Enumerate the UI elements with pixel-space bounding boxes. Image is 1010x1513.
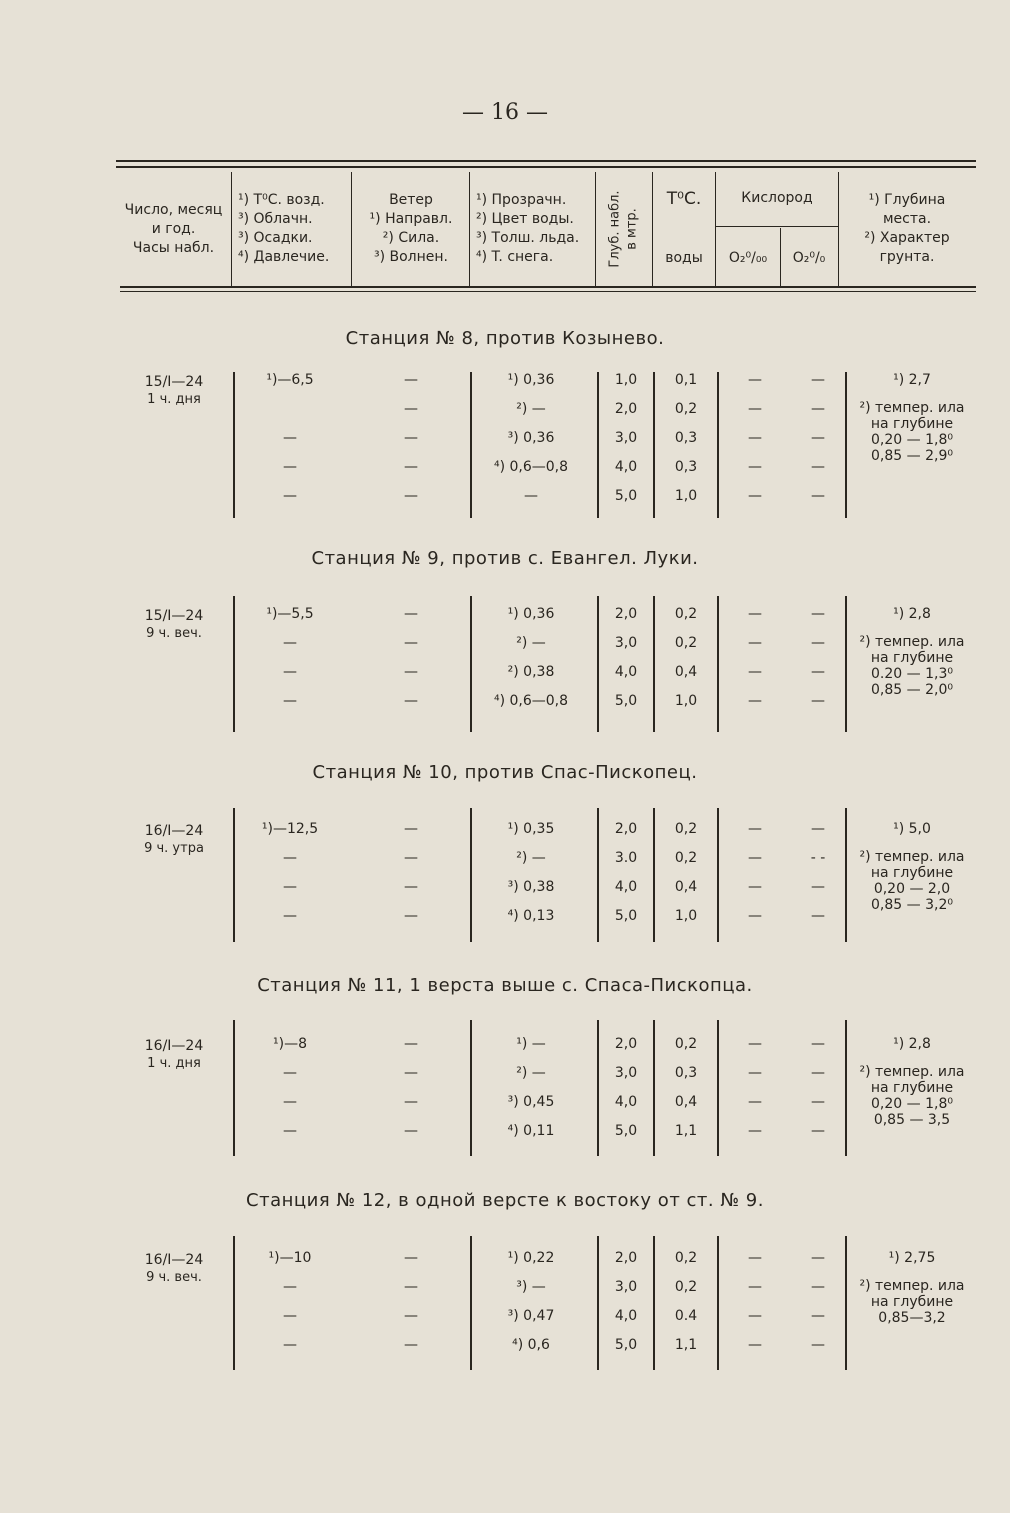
table-cell: —: [811, 1065, 825, 1081]
table-cell: —: [811, 430, 825, 446]
table-cell: ⁴) 0,6—0,8: [493, 693, 569, 709]
table-cell: ⁴) 0,13: [507, 908, 555, 924]
table-cell: —: [748, 635, 762, 651]
ground-note: ¹) 2,8: [893, 1036, 931, 1052]
column-divider: [845, 596, 847, 732]
table-cell: 0,4: [674, 1094, 698, 1110]
column-divider: [845, 808, 847, 942]
station-date: 15/I—24: [144, 608, 204, 624]
table-cell: —: [404, 1065, 418, 1081]
table-cell: 0,2: [674, 1036, 698, 1052]
table-cell: —: [748, 879, 762, 895]
table-cell: 0,3: [674, 1065, 698, 1081]
column-divider: [845, 372, 847, 518]
table-cell: —: [404, 821, 418, 837]
column-divider: [717, 1236, 719, 1370]
table-cell: 0,3: [674, 430, 698, 446]
header-text: Часы набл.: [132, 239, 215, 256]
table-cell: 5,0: [614, 488, 638, 504]
header-text: ³) Осадки.: [238, 230, 313, 246]
table-cell: —: [283, 693, 297, 709]
table-cell: —: [811, 488, 825, 504]
table-cell: ³) 0,38: [507, 879, 555, 895]
table-cell: —: [811, 372, 825, 388]
table-cell: 0,2: [674, 1250, 698, 1266]
station-date: 16/I—24: [144, 1252, 204, 1268]
table-cell: ⁴) 0,6: [512, 1337, 550, 1353]
ground-note: 0,20 — 1,8⁰: [871, 1096, 953, 1112]
station-title: Станция № 9, против с. Евангел. Луки.: [311, 548, 699, 569]
table-cell: —: [404, 635, 418, 651]
ground-note: на глубине: [870, 1080, 954, 1096]
table-cell: ¹)—10: [268, 1250, 312, 1266]
header-depth-rotated: [607, 190, 641, 267]
table-cell: ¹) 0,35: [507, 821, 555, 837]
header-text: ³) Облачн.: [238, 211, 313, 227]
table-cell: —: [748, 430, 762, 446]
table-cell: ¹)—12,5: [261, 821, 319, 837]
header-text: ¹) T⁰C. возд.: [238, 192, 325, 208]
table-cell: —: [748, 606, 762, 622]
ground-note: ¹) 5,0: [893, 821, 931, 837]
station-title: Станция № 8, против Козынево.: [345, 328, 665, 349]
table-cell: —: [404, 488, 418, 504]
ground-note: ²) темпер. ила: [859, 849, 965, 865]
table-cell: —: [283, 488, 297, 504]
table-cell: ¹)—5,5: [266, 606, 314, 622]
table-cell: —: [283, 1094, 297, 1110]
table-cell: —: [811, 1279, 825, 1295]
header-wind-col: [352, 170, 470, 288]
column-divider: [470, 1020, 472, 1156]
table-cell: 0,2: [674, 635, 698, 651]
ground-note: 0.20 — 1,3⁰: [871, 666, 953, 682]
header-text: и год.: [151, 220, 196, 237]
column-divider: [470, 808, 472, 942]
table-cell: —: [748, 693, 762, 709]
header-text: ²) Цвет воды.: [476, 211, 574, 227]
table-cell: —: [283, 1279, 297, 1295]
table-cell: —: [283, 430, 297, 446]
table-cell: ¹) 0,36: [507, 606, 555, 622]
column-divider: [717, 372, 719, 518]
table-cell: ³) 0,47: [507, 1308, 555, 1324]
page-number: — 16 —: [462, 100, 548, 125]
column-divider: [233, 1020, 235, 1156]
table-cell: —: [524, 488, 538, 504]
table-cell: 0,3: [674, 459, 698, 475]
table-cell: —: [404, 664, 418, 680]
table-cell: 1,1: [674, 1337, 698, 1353]
table-cell: —: [811, 821, 825, 837]
table-cell: 1,0: [674, 693, 698, 709]
column-divider: [470, 1236, 472, 1370]
station-date: 16/I—24: [144, 823, 204, 839]
table-cell: - -: [810, 850, 826, 866]
table-cell: —: [404, 693, 418, 709]
table-cell: —: [283, 459, 297, 475]
table-cell: 0.4: [674, 1308, 698, 1324]
header-top-rule-2: [116, 166, 976, 168]
header-text: ³) Толш. льда.: [476, 230, 580, 246]
table-cell: ³) —: [516, 1279, 546, 1295]
table-cell: —: [811, 1123, 825, 1139]
table-cell: —: [811, 1094, 825, 1110]
table-cell: ²) —: [516, 401, 546, 417]
table-cell: —: [404, 1337, 418, 1353]
header-text: ²) Характер: [864, 230, 950, 246]
ground-note: 0,85 — 3,2⁰: [871, 897, 953, 913]
table-cell: 0,2: [674, 606, 698, 622]
table-cell: —: [283, 1123, 297, 1139]
table-cell: —: [811, 1250, 825, 1266]
table-cell: —: [811, 879, 825, 895]
header-oxygen-col: [716, 170, 838, 226]
ground-note: 0,85 — 3,5: [873, 1112, 951, 1128]
station-title: Станция № 12, в одной версте к востоку от ст. № 9.: [246, 1190, 764, 1211]
ground-note: на глубине: [870, 865, 954, 881]
table-cell: —: [748, 459, 762, 475]
table-cell: —: [283, 1308, 297, 1324]
table-cell: —: [748, 1065, 762, 1081]
table-cell: —: [404, 1123, 418, 1139]
column-divider: [470, 372, 472, 518]
table-cell: 0,1: [674, 372, 698, 388]
header-bottom-rule-2: [120, 291, 976, 292]
header-text: ³) Волнен.: [373, 249, 448, 265]
table-cell: 3,0: [614, 1065, 638, 1081]
column-divider: [597, 1236, 599, 1370]
ground-note: 0,85—3,2: [878, 1310, 946, 1326]
table-cell: —: [283, 879, 297, 895]
header-text: ¹) Глубина: [868, 192, 946, 208]
ground-note: 0,20 — 2,0: [873, 881, 951, 897]
table-cell: —: [404, 372, 418, 388]
header-text: Глуб. набл.: [608, 190, 624, 268]
ground-note: ²) темпер. ила: [859, 1064, 965, 1080]
table-cell: 1,0: [674, 908, 698, 924]
table-cell: —: [404, 430, 418, 446]
table-cell: —: [811, 1337, 825, 1353]
header-text: в мтр.: [625, 208, 641, 250]
ground-note: на глубине: [870, 650, 954, 666]
header-text: места.: [882, 211, 932, 227]
column-divider: [233, 808, 235, 942]
table-cell: —: [811, 664, 825, 680]
table-cell: ¹) 0,36: [507, 372, 555, 388]
header-water-col: [470, 170, 596, 288]
table-cell: —: [748, 1337, 762, 1353]
header-text: ¹) Прозрачн.: [476, 192, 567, 208]
table-cell: —: [404, 1250, 418, 1266]
station-date: 16/I—24: [144, 1038, 204, 1054]
table-cell: —: [748, 1250, 762, 1266]
table-cell: ²) 0,38: [507, 664, 555, 680]
column-divider: [717, 596, 719, 732]
header-text: Число, месяц: [124, 201, 223, 218]
table-cell: 4,0: [614, 879, 638, 895]
station-time: 9 ч. веч.: [146, 1270, 202, 1285]
table-cell: —: [283, 1065, 297, 1081]
table-cell: ³) 0,45: [507, 1094, 555, 1110]
table-cell: 3,0: [614, 635, 638, 651]
header-text: ⁴) Давлечие.: [238, 249, 330, 265]
table-cell: —: [811, 459, 825, 475]
table-cell: —: [811, 635, 825, 651]
header-ground-col: [838, 170, 976, 288]
table-cell: —: [283, 664, 297, 680]
header-depth-col: [596, 170, 652, 288]
table-cell: 2,0: [614, 1250, 638, 1266]
ground-note: 0,85 — 2,0⁰: [871, 682, 953, 698]
table-cell: —: [283, 908, 297, 924]
table-cell: —: [748, 1123, 762, 1139]
column-divider: [653, 808, 655, 942]
column-divider: [470, 596, 472, 732]
station-time: 9 ч. веч.: [146, 626, 202, 641]
station-time: 1 ч. дня: [147, 392, 201, 407]
column-divider: [597, 1020, 599, 1156]
column-divider: [717, 808, 719, 942]
table-header: [116, 170, 976, 288]
header-text: O₂⁰/₀₀: [728, 249, 768, 266]
table-cell: —: [404, 1094, 418, 1110]
ground-note: ²) темпер. ила: [859, 634, 965, 650]
table-cell: 0,4: [674, 879, 698, 895]
table-cell: 0,2: [674, 1279, 698, 1295]
table-cell: —: [404, 1036, 418, 1052]
table-cell: ³) 0,36: [507, 430, 555, 446]
station-time: 9 ч. утра: [144, 841, 204, 856]
header-text: T⁰C.: [666, 189, 702, 209]
table-cell: ¹)—6,5: [266, 372, 314, 388]
table-cell: —: [404, 850, 418, 866]
table-cell: —: [404, 1279, 418, 1295]
table-cell: 1,0: [614, 372, 638, 388]
column-divider: [653, 1236, 655, 1370]
station-date: 15/I—24: [144, 374, 204, 390]
table-cell: ²) —: [516, 850, 546, 866]
header-text: ⁴) T. снега.: [476, 249, 554, 265]
table-cell: ¹) —: [516, 1036, 546, 1052]
table-cell: —: [283, 635, 297, 651]
table-cell: —: [404, 879, 418, 895]
table-cell: —: [748, 1308, 762, 1324]
table-cell: —: [748, 821, 762, 837]
table-cell: 0,2: [674, 821, 698, 837]
table-cell: ¹) 0,22: [507, 1250, 555, 1266]
table-cell: 4,0: [614, 459, 638, 475]
table-cell: —: [748, 488, 762, 504]
header-text: воды: [665, 250, 703, 266]
header-text: Кислород: [741, 189, 813, 206]
table-cell: 2,0: [614, 821, 638, 837]
header-oxygen-permille: [716, 228, 780, 288]
header-top-rule: [116, 160, 976, 162]
header-text: ¹) Направл.: [369, 211, 453, 227]
header-date-col: [116, 170, 231, 288]
header-text: Ветер: [389, 192, 433, 208]
column-divider: [845, 1236, 847, 1370]
table-cell: ⁴) 0,11: [507, 1123, 555, 1139]
table-cell: 0,2: [674, 850, 698, 866]
table-cell: 3,0: [614, 1279, 638, 1295]
table-cell: 4,0: [614, 1308, 638, 1324]
station-title: Станция № 10, против Спас-Пископец.: [312, 762, 698, 783]
table-cell: —: [811, 693, 825, 709]
header-air-col: [232, 170, 351, 288]
table-cell: —: [283, 1337, 297, 1353]
table-cell: —: [404, 459, 418, 475]
table-cell: ⁴) 0,6—0,8: [493, 459, 569, 475]
station-title: Станция № 11, 1 верста выше с. Спаса-Пископца.: [257, 975, 753, 996]
table-cell: —: [404, 401, 418, 417]
ground-note: на глубине: [870, 416, 954, 432]
table-cell: 1,1: [674, 1123, 698, 1139]
table-cell: —: [811, 606, 825, 622]
table-cell: 5,0: [614, 693, 638, 709]
table-cell: —: [811, 1308, 825, 1324]
column-divider: [597, 808, 599, 942]
table-cell: 0,4: [674, 664, 698, 680]
table-cell: —: [404, 1308, 418, 1324]
column-divider: [653, 1020, 655, 1156]
table-cell: 5,0: [614, 908, 638, 924]
ground-note: ¹) 2,8: [893, 606, 931, 622]
table-cell: 3,0: [614, 430, 638, 446]
table-cell: 1,0: [674, 488, 698, 504]
table-cell: ¹)—8: [273, 1036, 307, 1052]
header-text: ²) Сила.: [382, 230, 440, 246]
ground-note: ²) темпер. ила: [859, 1278, 965, 1294]
table-cell: ²) —: [516, 1065, 546, 1081]
table-cell: —: [748, 850, 762, 866]
ground-note: 0,85 — 2,9⁰: [871, 448, 953, 464]
table-cell: —: [748, 664, 762, 680]
table-cell: —: [748, 372, 762, 388]
column-divider: [845, 1020, 847, 1156]
header-watertemp-col: [653, 170, 715, 288]
column-divider: [597, 372, 599, 518]
table-cell: —: [811, 908, 825, 924]
table-cell: —: [283, 850, 297, 866]
table-cell: —: [404, 908, 418, 924]
table-cell: —: [404, 606, 418, 622]
table-cell: 2,0: [614, 606, 638, 622]
table-cell: 4,0: [614, 664, 638, 680]
column-divider: [717, 1020, 719, 1156]
table-cell: —: [748, 1279, 762, 1295]
table-cell: —: [748, 1036, 762, 1052]
table-cell: —: [811, 401, 825, 417]
table-cell: 3.0: [614, 850, 638, 866]
table-cell: —: [748, 1094, 762, 1110]
column-divider: [233, 1236, 235, 1370]
header-text: O₂⁰/₀: [792, 249, 826, 266]
table-cell: 5,0: [614, 1337, 638, 1353]
header-oxygen-percent: [780, 228, 838, 288]
table-cell: ²) —: [516, 635, 546, 651]
column-divider: [597, 596, 599, 732]
column-divider: [233, 596, 235, 732]
ground-note: ¹) 2,75: [888, 1250, 936, 1266]
station-time: 1 ч. дня: [147, 1056, 201, 1071]
table-cell: 4,0: [614, 1094, 638, 1110]
table-cell: 2,0: [614, 1036, 638, 1052]
ground-note: ²) темпер. ила: [859, 400, 965, 416]
column-divider: [653, 596, 655, 732]
table-cell: 0,2: [674, 401, 698, 417]
table-cell: —: [811, 1036, 825, 1052]
column-divider: [233, 372, 235, 518]
table-cell: 2,0: [614, 401, 638, 417]
table-cell: —: [748, 908, 762, 924]
column-divider: [653, 372, 655, 518]
header-text: грунта.: [879, 249, 935, 265]
ground-note: 0,20 — 1,8⁰: [871, 432, 953, 448]
ground-note: ¹) 2,7: [893, 372, 931, 388]
ground-note: на глубине: [870, 1294, 954, 1310]
table-cell: 5,0: [614, 1123, 638, 1139]
table-cell: —: [748, 401, 762, 417]
